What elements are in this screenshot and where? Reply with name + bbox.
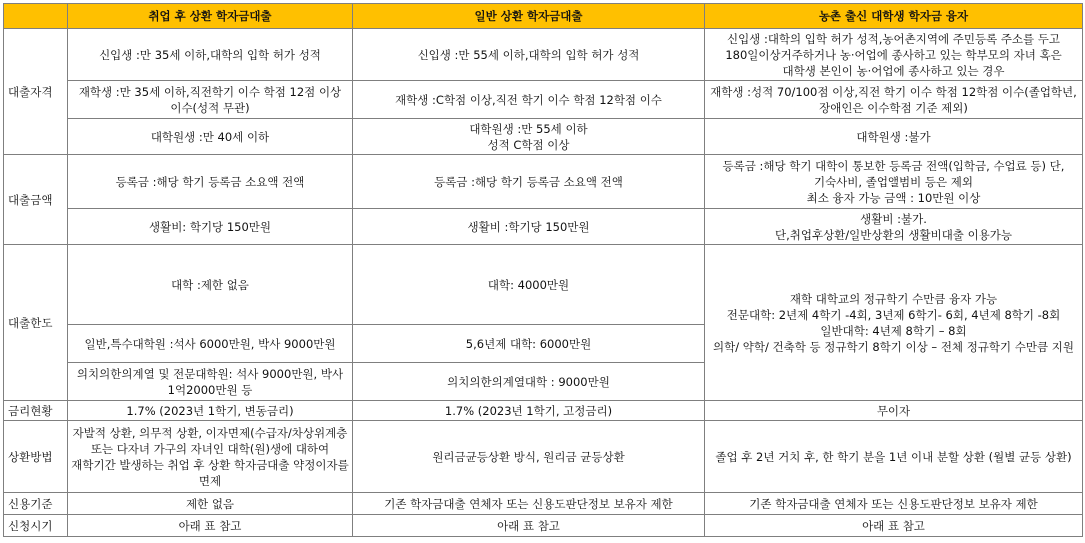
cell-repay-rural: 졸업 후 2년 거치 후, 한 학기 분을 1년 이내 분할 상환 (월별 균등 상환) — [705, 421, 1083, 493]
cell-amt-tuition-gen: 등록금 :해당 학기 등록금 소요액 전액 — [353, 155, 705, 209]
cell-lim-medical-gen: 의치의한의계열대학 : 9000만원 — [353, 363, 705, 401]
header-income-contingent-loan: 취업 후 상환 학자금대출 — [68, 4, 353, 29]
cell-rate-rural: 무이자 — [705, 401, 1083, 421]
header-general-repayment-loan: 일반 상환 학자금대출 — [353, 4, 705, 29]
row-apply — [4, 515, 1083, 537]
cell-apply-icl: 아래 표 참고 — [68, 515, 353, 537]
cell-amt-tuition-icl: 등록금 :해당 학기 등록금 소요액 전액 — [68, 155, 353, 209]
cell-lim-rural: 재학 대학교의 정규학기 수만큼 융자 가능 전문대학: 2년제 4학기 -4회, 3년제 6학기- 6회, 4년제 8학기 -8회 일반대학: 4년제 8학기 – 8회 의학/ 약학/ 건축학 등 정규학기 8학기 이상 – 전체 정규학기 수만큼 지원 — [705, 245, 1083, 401]
cell-lim-college-icl: 대학 :제한 없음 — [68, 245, 353, 325]
row-elig-grad — [4, 119, 1083, 155]
cell-lim-general-gen: 5,6년제 대학: 6000만원 — [353, 325, 705, 363]
cell-lim-medical-icl: 의치의한의계열 및 전문대학원: 석사 9000만원, 박사 1억2000만원 등 — [68, 363, 353, 401]
row-rate — [4, 401, 1083, 421]
cell-elig-enrolled-rural: 재학생 :성적 70/100점 이상,직전 학기 이수 학점 12학점 이수(졸업학년,장애인은 이수학점 기준 제외) — [705, 81, 1083, 119]
cell-elig-grad-gen: 대학원생 :만 55세 이하 성적 C학점 이상 — [353, 119, 705, 155]
cell-lim-general-icl: 일반,특수대학원 :석사 6000만원, 박사 9000만원 — [68, 325, 353, 363]
cell-apply-rural: 아래 표 참고 — [705, 515, 1083, 537]
cell-repay-icl: 자발적 상환, 의무적 상환, 이자면제(수급자/차상위계층 또는 다자녀 가구의 자녀인 대학(원)생에 대하여 재학기간 발생하는 취업 후 상환 학자금대출 약정이자를 면제 — [68, 421, 353, 493]
row-lim-college — [4, 245, 1083, 325]
cell-credit-rural: 기존 학자금대출 연체자 또는 신용도판단정보 보유자 제한 — [705, 493, 1083, 515]
loan-comparison-table — [3, 3, 1083, 537]
cell-lim-college-gen: 대학: 4000만원 — [353, 245, 705, 325]
row-elig-enrolled — [4, 81, 1083, 119]
cell-apply-gen: 아래 표 참고 — [353, 515, 705, 537]
header-rural-student-loan: 농촌 출신 대학생 학자금 융자 — [705, 4, 1083, 29]
cell-credit-gen: 기존 학자금대출 연체자 또는 신용도판단정보 보유자 제한 — [353, 493, 705, 515]
cell-rate-icl: 1.7% (2023년 1학기, 변동금리) — [68, 401, 353, 421]
cell-elig-enrolled-gen: 재학생 :C학점 이상,직전 학기 이수 학점 12학점 이수 — [353, 81, 705, 119]
label-credit: 신용기준 — [4, 493, 68, 515]
cell-rate-gen: 1.7% (2023년 1학기, 고정금리) — [353, 401, 705, 421]
label-eligibility: 대출자격 — [4, 29, 68, 155]
label-limit: 대출한도 — [4, 245, 68, 401]
cell-elig-grad-icl: 대학원생 :만 40세 이하 — [68, 119, 353, 155]
cell-elig-new-icl: 신입생 :만 35세 이하,대학의 입학 허가 성적 — [68, 29, 353, 81]
cell-repay-gen: 원리금균등상환 방식, 원리금 균등상환 — [353, 421, 705, 493]
label-apply: 신청시기 — [4, 515, 68, 537]
cell-amt-living-gen: 생활비 :학기당 150만원 — [353, 209, 705, 245]
header-corner — [4, 4, 68, 29]
header-row — [4, 4, 1083, 29]
label-rate: 금리현황 — [4, 401, 68, 421]
label-amount: 대출금액 — [4, 155, 68, 245]
cell-amt-living-rural: 생활비 :불가. 단,취업후상환/일반상환의 생활비대출 이용가능 — [705, 209, 1083, 245]
cell-elig-new-rural: 신입생 :대학의 입학 허가 성적,농어촌지역에 주민등록 주소를 두고 180일이상거주하거나 농·어업에 종사하고 있는 학부모의 자녀 혹은 대학생 본인이 농·어업에 종사하고 있는 경우 — [705, 29, 1083, 81]
cell-amt-living-icl: 생활비: 학기당 150만원 — [68, 209, 353, 245]
row-credit — [4, 493, 1083, 515]
row-repay — [4, 421, 1083, 493]
row-amt-tuition — [4, 155, 1083, 209]
cell-amt-tuition-rural: 등록금 :해당 학기 대학이 통보한 등록금 전액(입학금, 수업료 등) 단, 기숙사비, 졸업앨범비 등은 제외 최소 융자 가능 금액 : 10만원 이상 — [705, 155, 1083, 209]
row-amt-living — [4, 209, 1083, 245]
cell-elig-enrolled-icl: 재학생 :만 35세 이하,직전학기 이수 학점 12점 이상 이수(성적 무관) — [68, 81, 353, 119]
cell-credit-icl: 제한 없음 — [68, 493, 353, 515]
row-elig-new — [4, 29, 1083, 81]
label-repay: 상환방법 — [4, 421, 68, 493]
cell-elig-grad-rural: 대학원생 :불가 — [705, 119, 1083, 155]
cell-elig-new-gen: 신입생 :만 55세 이하,대학의 입학 허가 성적 — [353, 29, 705, 81]
